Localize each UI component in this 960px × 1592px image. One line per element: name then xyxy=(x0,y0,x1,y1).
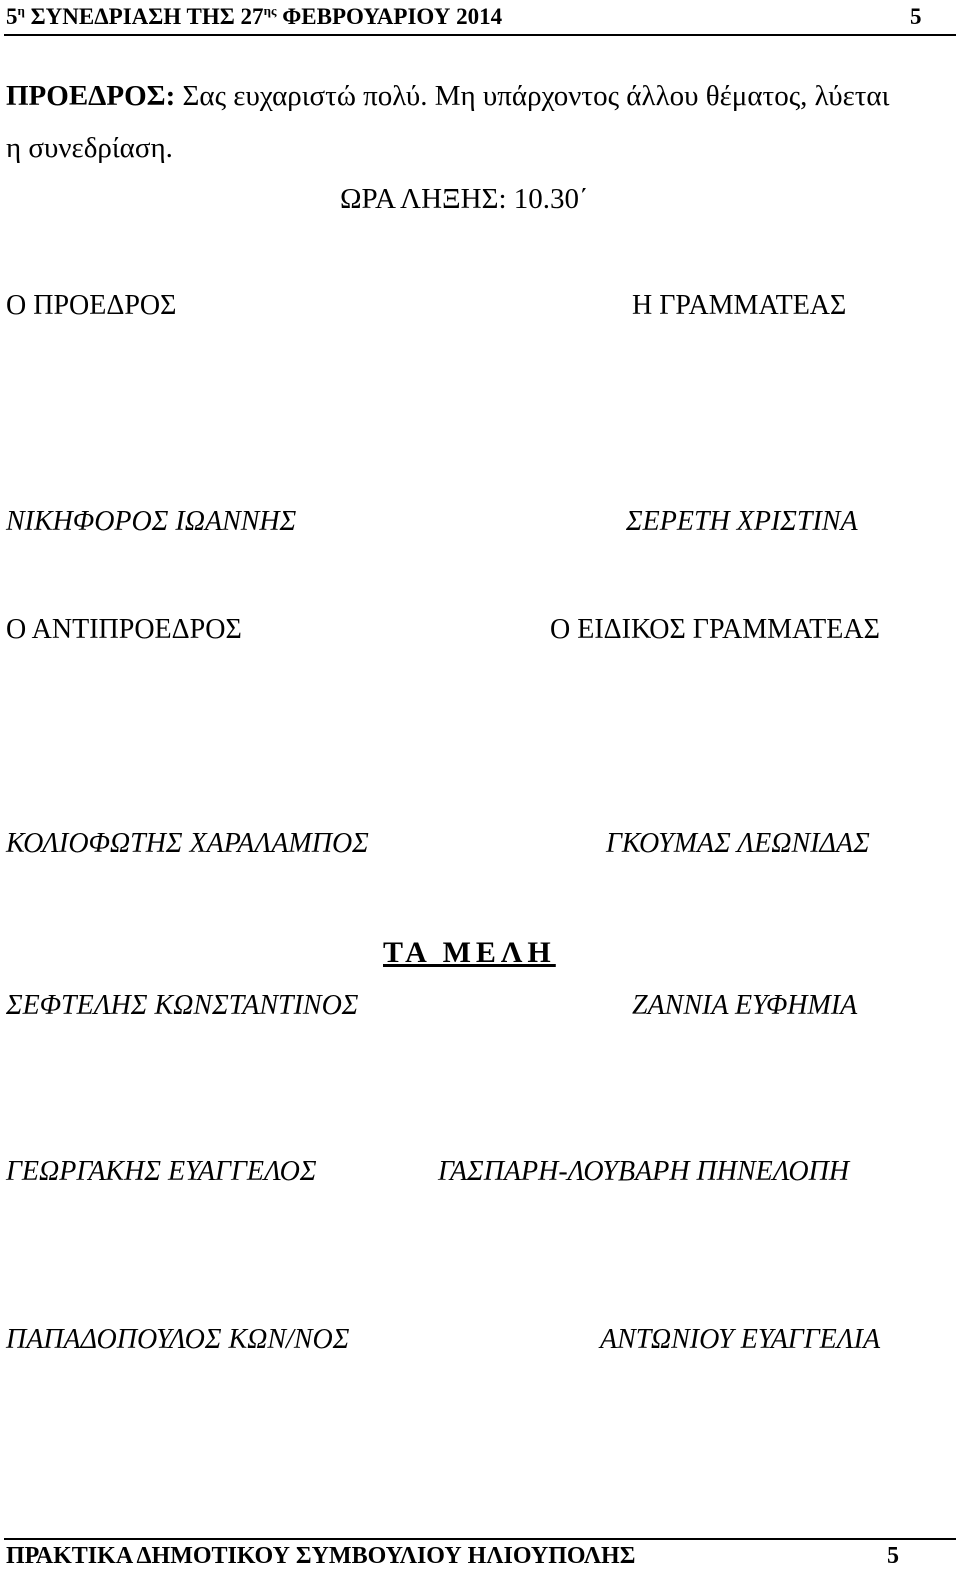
speaker-label: ΠΡΟΕΔΡΟΣ: xyxy=(6,80,176,112)
member-name: ΓΑΣΠΑΡΗ-ΛΟΥΒΑΡΗ ΠΗΝΕΛΟΠΗ xyxy=(438,1156,850,1187)
closing-text: Σας ευχαριστώ πολύ. Μη υπάρχοντος άλλου θέματος, λύεται xyxy=(182,80,890,112)
header-page-number: 5 xyxy=(910,4,922,29)
session-text: ΣΥΝΕΔΡΙΑΣΗ ΤΗΣ 27 xyxy=(30,4,264,29)
member-name: ΑΝΤΩΝΙΟΥ ΕΥΑΓΓΕΛΙΑ xyxy=(600,1324,881,1355)
footer-title: ΠΡΑΚΤΙΚΑ ΔΗΜΟΤΙΚΟΥ ΣΥΜΒΟΥΛΙΟΥ ΗΛΙΟΥΠΟΛΗΣ xyxy=(6,1543,636,1569)
president-name: ΝΙΚΗΦΟΡΟΣ ΙΩΑΝΝΗΣ xyxy=(6,506,297,537)
member-name: ΖΑΝΝΙΑ ΕΥΦΗΜΙΑ xyxy=(632,990,858,1021)
running-header xyxy=(6,4,502,30)
header-rule xyxy=(4,34,956,36)
special-secretary-title: Ο ΕΙΔΙΚΟΣ ΓΡΑΜΜΑΤΕΑΣ xyxy=(550,614,880,645)
end-time: ΩΡΑ ΛΗΞΗΣ: 10.30΄ xyxy=(340,183,589,215)
members-heading: ΤΑ ΜΕΛΗ xyxy=(383,936,556,969)
session-number: 5 xyxy=(6,4,18,29)
date-text: ΦΕΒΡΟΥΑΡΙΟΥ 2014 xyxy=(282,4,503,29)
session-suffix: η xyxy=(17,3,25,18)
member-name: ΓΕΩΡΓΑΚΗΣ ΕΥΑΓΓΕΛΟΣ xyxy=(6,1156,317,1187)
secretary-title: Η ΓΡΑΜΜΑΤΕΑΣ xyxy=(632,290,847,321)
date-suffix: ης xyxy=(263,3,277,18)
member-name: ΠΑΠΑΔΟΠΟΥΛΟΣ ΚΩΝ/ΝΟΣ xyxy=(6,1324,350,1355)
footer-page-number: 5 xyxy=(887,1543,899,1569)
closing-paragraph-line1 xyxy=(6,80,889,113)
closing-paragraph-line2: η συνεδρίαση. xyxy=(6,132,173,164)
president-title: Ο ΠΡΟΕΔΡΟΣ xyxy=(6,290,177,321)
vice-president-title: Ο ΑΝΤΙΠΡΟΕΔΡΟΣ xyxy=(6,614,242,645)
footer-rule xyxy=(4,1538,956,1540)
vice-president-name: ΚΟΛΙΟΦΩΤΗΣ ΧΑΡΑΛΑΜΠΟΣ xyxy=(6,828,369,859)
secretary-name: ΣΕΡΕΤΗ ΧΡΙΣΤΙΝΑ xyxy=(626,506,858,537)
special-secretary-name: ΓΚΟΥΜΑΣ ΛΕΩΝΙΔΑΣ xyxy=(606,828,870,859)
member-name: ΣΕΦΤΕΛΗΣ ΚΩΝΣΤΑΝΤΙΝΟΣ xyxy=(6,990,359,1021)
